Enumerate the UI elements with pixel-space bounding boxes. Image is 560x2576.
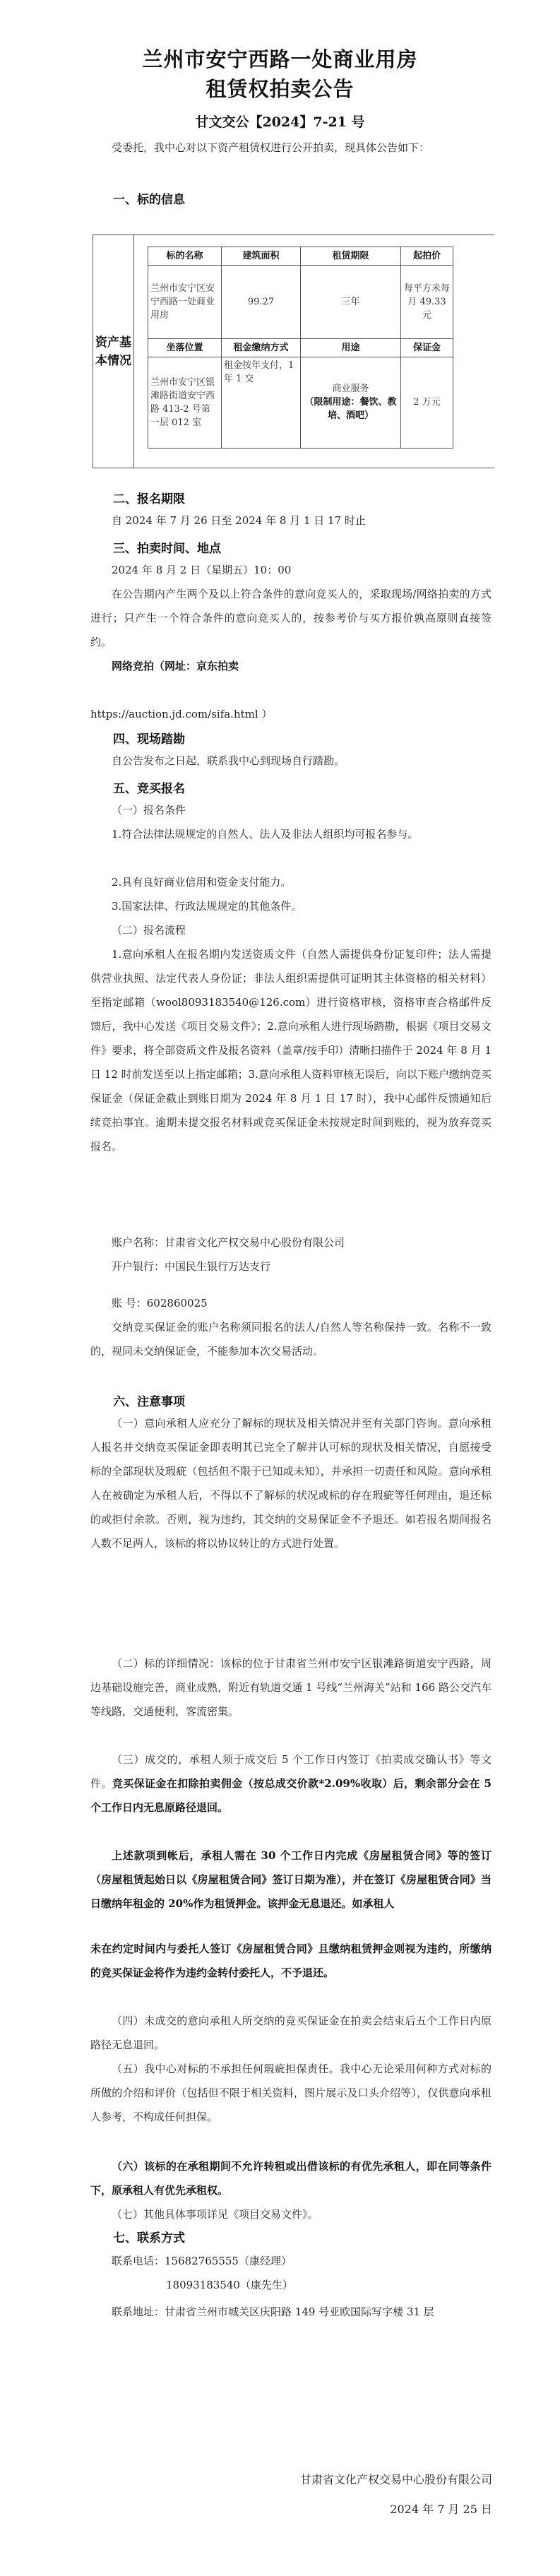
condition-1: 1.符合法律法规规定的自然人、法人及非法人组织均可报名参与。 — [112, 828, 419, 841]
title-line1: 兰州市安宁西路一处商业用房 — [142, 47, 418, 71]
document-number: 甘文交公【2024】7-21 号 — [195, 114, 365, 130]
auction-time: 2024 年 8 月 2 日（星期五）10：00 — [112, 564, 292, 576]
platform-url[interactable]: https://auction.jd.com/sifa.html ） — [90, 708, 273, 720]
footer-org: 甘肃省文化产权交易中心股份有限公司 — [299, 2473, 492, 2486]
contact-phone-2: 18093183540（康先生） — [166, 2279, 293, 2291]
note-3-part-b: 竞买保证金在扣除拍卖佣金（按总成交价款*2.09%收取）后，剩余部分会在 5 个工作日内无息原路径退回。 — [90, 1777, 492, 1814]
contact-address: 联系地址：甘肃省兰州市城关区庆阳路 149 号亚欧国际写字楼 31 层 — [112, 2305, 434, 2318]
condition-2: 2.具有良好商业信用和资金支付能力。 — [112, 876, 292, 889]
header-lease-term: 租赁期限 — [301, 247, 401, 266]
asset-name-value: 兰州市安宁区安宁西路一处商业用房 — [148, 266, 222, 339]
note-3-part-c: 上述款项到帐后，承租人需在 30 个工作日内完成《房屋租赁合同》等的签订（房屋租赁起始日以《房屋租赁合同》签订日期为准），并在签订《房屋租赁合同》当日缴纳年租金的 20%作为租赁押金。该押金无息退还。如承租人 — [90, 1849, 492, 1910]
conditions-subheading: （一）报名条件 — [112, 804, 186, 817]
area-value: 99.27 — [222, 266, 301, 339]
table-bottom-spacer — [134, 448, 494, 468]
note-3-part-a: （三）成交的，承租人须于成交后 5 个工作日内签订《拍卖成交确认书》等文件。 — [90, 1753, 492, 1790]
section5-heading: 五、竞买报名 — [113, 782, 185, 796]
header-start-price: 起拍价 — [401, 247, 453, 266]
note-3 — [90, 1747, 492, 1820]
section7-heading: 七、联系方式 — [113, 2231, 185, 2245]
intro-paragraph: 受委托，我中心对以下资产租赁权进行公开拍卖，现具体公告如下： — [112, 141, 430, 154]
note-2: （二）标的详细情况：该标的位于甘肃省兰州市安宁区银滩路街道安宁西路，周边基础设施完善，商业成熟，附近有轨道交通 1 号线“兰州海关”站和 166 路公交汽车等线路，交通便利，客流密集。 — [90, 1657, 492, 1718]
note-5: （五）我中心对标的不承担任何瑕疵担保责任。我中心无论采用何种方式对标的所做的介绍和评价（包括但不限于相关资料，图片展示及口头介绍等），仅供意向承租人参考，不构成任何担保。 — [90, 2062, 492, 2123]
lease-term-value: 三年 — [301, 266, 401, 339]
process-subheading: （二）报名流程 — [112, 924, 186, 937]
contact-phone-1: 联系电话：15682765555（康经理） — [112, 2255, 292, 2267]
note-1: （一）意向承租人应充分了解标的现状及相关情况并至有关部门咨询。意向承租人报名并交纳竞买保证金即表明其已完全了解并认可标的现状及相关情况，自愿接受标的全部现状及瑕疵（包括但不限于已知或未知），并承担一切责任和风险。意向承租人在被确定为承租人后，不得以不了解标的状况或标的存在瑕疵等任何理由，退还标的或拒付余款。否则，视为违约，其交纳的交易保证金不予退还。如若报名期间报名人数不足两人，该标的将以协议转让的方式进行处置。 — [90, 1417, 492, 1550]
section1-heading: 一、标的信息 — [113, 193, 185, 207]
account-note: 交纳竞买保证金的账户名称须同报名的法人/自然人等名称保持一致。名称不一致的，视同未交纳保证金，不能参加本次交易活动。 — [90, 1321, 492, 1358]
title-line2: 租赁权拍卖公告 — [205, 77, 355, 101]
deposit-value: 2 万元 — [401, 357, 453, 448]
location-value: 兰州市安宁区银滩路街道安宁西路 413-2 号第一层 012 室 — [148, 357, 222, 448]
account-name: 账户名称：甘肃省文化产权交易中心股份有限公司 — [112, 1236, 345, 1249]
footer-date: 2024 年 7 月 25 日 — [390, 2503, 492, 2516]
note-3-part-d: 未在约定时间内与委托人签订《房屋租赁合同》且缴纳租赁押金则视为违约，所缴纳的竞买保证金将作为违约金转付委托人，不予退还。 — [90, 1942, 492, 1979]
use-restriction: （限制用途：餐饮、教培、酒吧） — [304, 397, 397, 422]
account-number: 账 号：602860025 — [112, 1297, 208, 1310]
header-location: 坐落位置 — [148, 338, 222, 357]
section2-heading: 二、报名期限 — [113, 492, 185, 506]
note-4: （四）未成交的意向承租人所交纳的竞买保证金在拍卖会结束后五个工作日内原路径无息退回。 — [90, 2014, 492, 2051]
asset-info-table — [93, 235, 494, 468]
bank-name: 开户银行：中国民生银行万达支行 — [112, 1260, 271, 1273]
header-deposit: 保证金 — [401, 338, 453, 357]
process-text: 1.意向承租人在报名期内发送资质文件（自然人需提供身份证复印件；法人需提供营业执照、法定代表人身份证；非法人组织需提供可证明其主体资格的相关材料）至指定邮箱（wool8093183540@126.com）进行资格审核，资格审查合格邮件反馈后，我中心发送《项目交易文件》；2.意向承租人进行现场踏勘，根据《项目交易文件》要求，将全部资质文件及报名资料（盖章/按手印）清晰扫描件于 2024 年 8 月 1 日 12 时前发送至以上指定邮箱；3.意向承租人资料审核无误后，向以下账户缴纳竞买保证金（保证金截止到账日期为 2024 年 8 月 1 日 17 时），我中心邮件反馈通知后续竞拍事宜。逾期未提交报名材料或竞买保证金未按规定时间到账的，视为放弃竞买报名。 — [90, 948, 492, 1153]
use-type: 商业服务 — [332, 384, 369, 395]
note-7: （七）其他具体事项详见《项目交易文件》。 — [112, 2208, 318, 2221]
header-area: 建筑面积 — [222, 247, 301, 266]
header-use: 用途 — [301, 338, 401, 357]
section6-heading: 六、注意事项 — [113, 1395, 185, 1409]
use-value — [301, 357, 401, 448]
table-left-spacer — [134, 247, 148, 449]
table-right-spacer — [453, 247, 494, 449]
condition-3: 3.国家法律、行政法规规定的其他条件。 — [112, 900, 302, 913]
header-asset-name: 标的名称 — [148, 247, 222, 266]
start-price-value: 每平方米每月 49.33元 — [401, 266, 453, 339]
registration-period: 自 2024 年 7 月 26 日至 2024 年 8 月 1 日 17 时止 — [112, 514, 366, 527]
table-top-spacer — [134, 235, 494, 247]
auction-method: 在公告期内产生两个及以上符合条件的意向竞买人的，采取现场/网络拍卖的方式进行；只产生一个符合条件的意向竞买人的，按参考价与买方报价孰高原则直接签约。 — [90, 588, 492, 648]
section4-heading: 四、现场踏勘 — [113, 732, 185, 747]
inspection-text: 自公告发布之日起，联系我中心到现场自行踏勘。 — [112, 754, 345, 767]
asset-side-label: 资产基本情况 — [93, 235, 134, 468]
payment-value: 租金按年支付，1 年 1 交 — [222, 357, 301, 448]
note-6: （六）该标的在承租期间不允许转租或出借该标的有优先承租人，即在同等条件下，原承租人有优先承租权。 — [90, 2160, 492, 2197]
section3-heading: 三、拍卖时间、地点 — [113, 542, 221, 556]
header-payment: 租金缴纳方式 — [222, 338, 301, 357]
platform-label: 网络竞拍（网址：京东拍卖 — [112, 660, 239, 672]
